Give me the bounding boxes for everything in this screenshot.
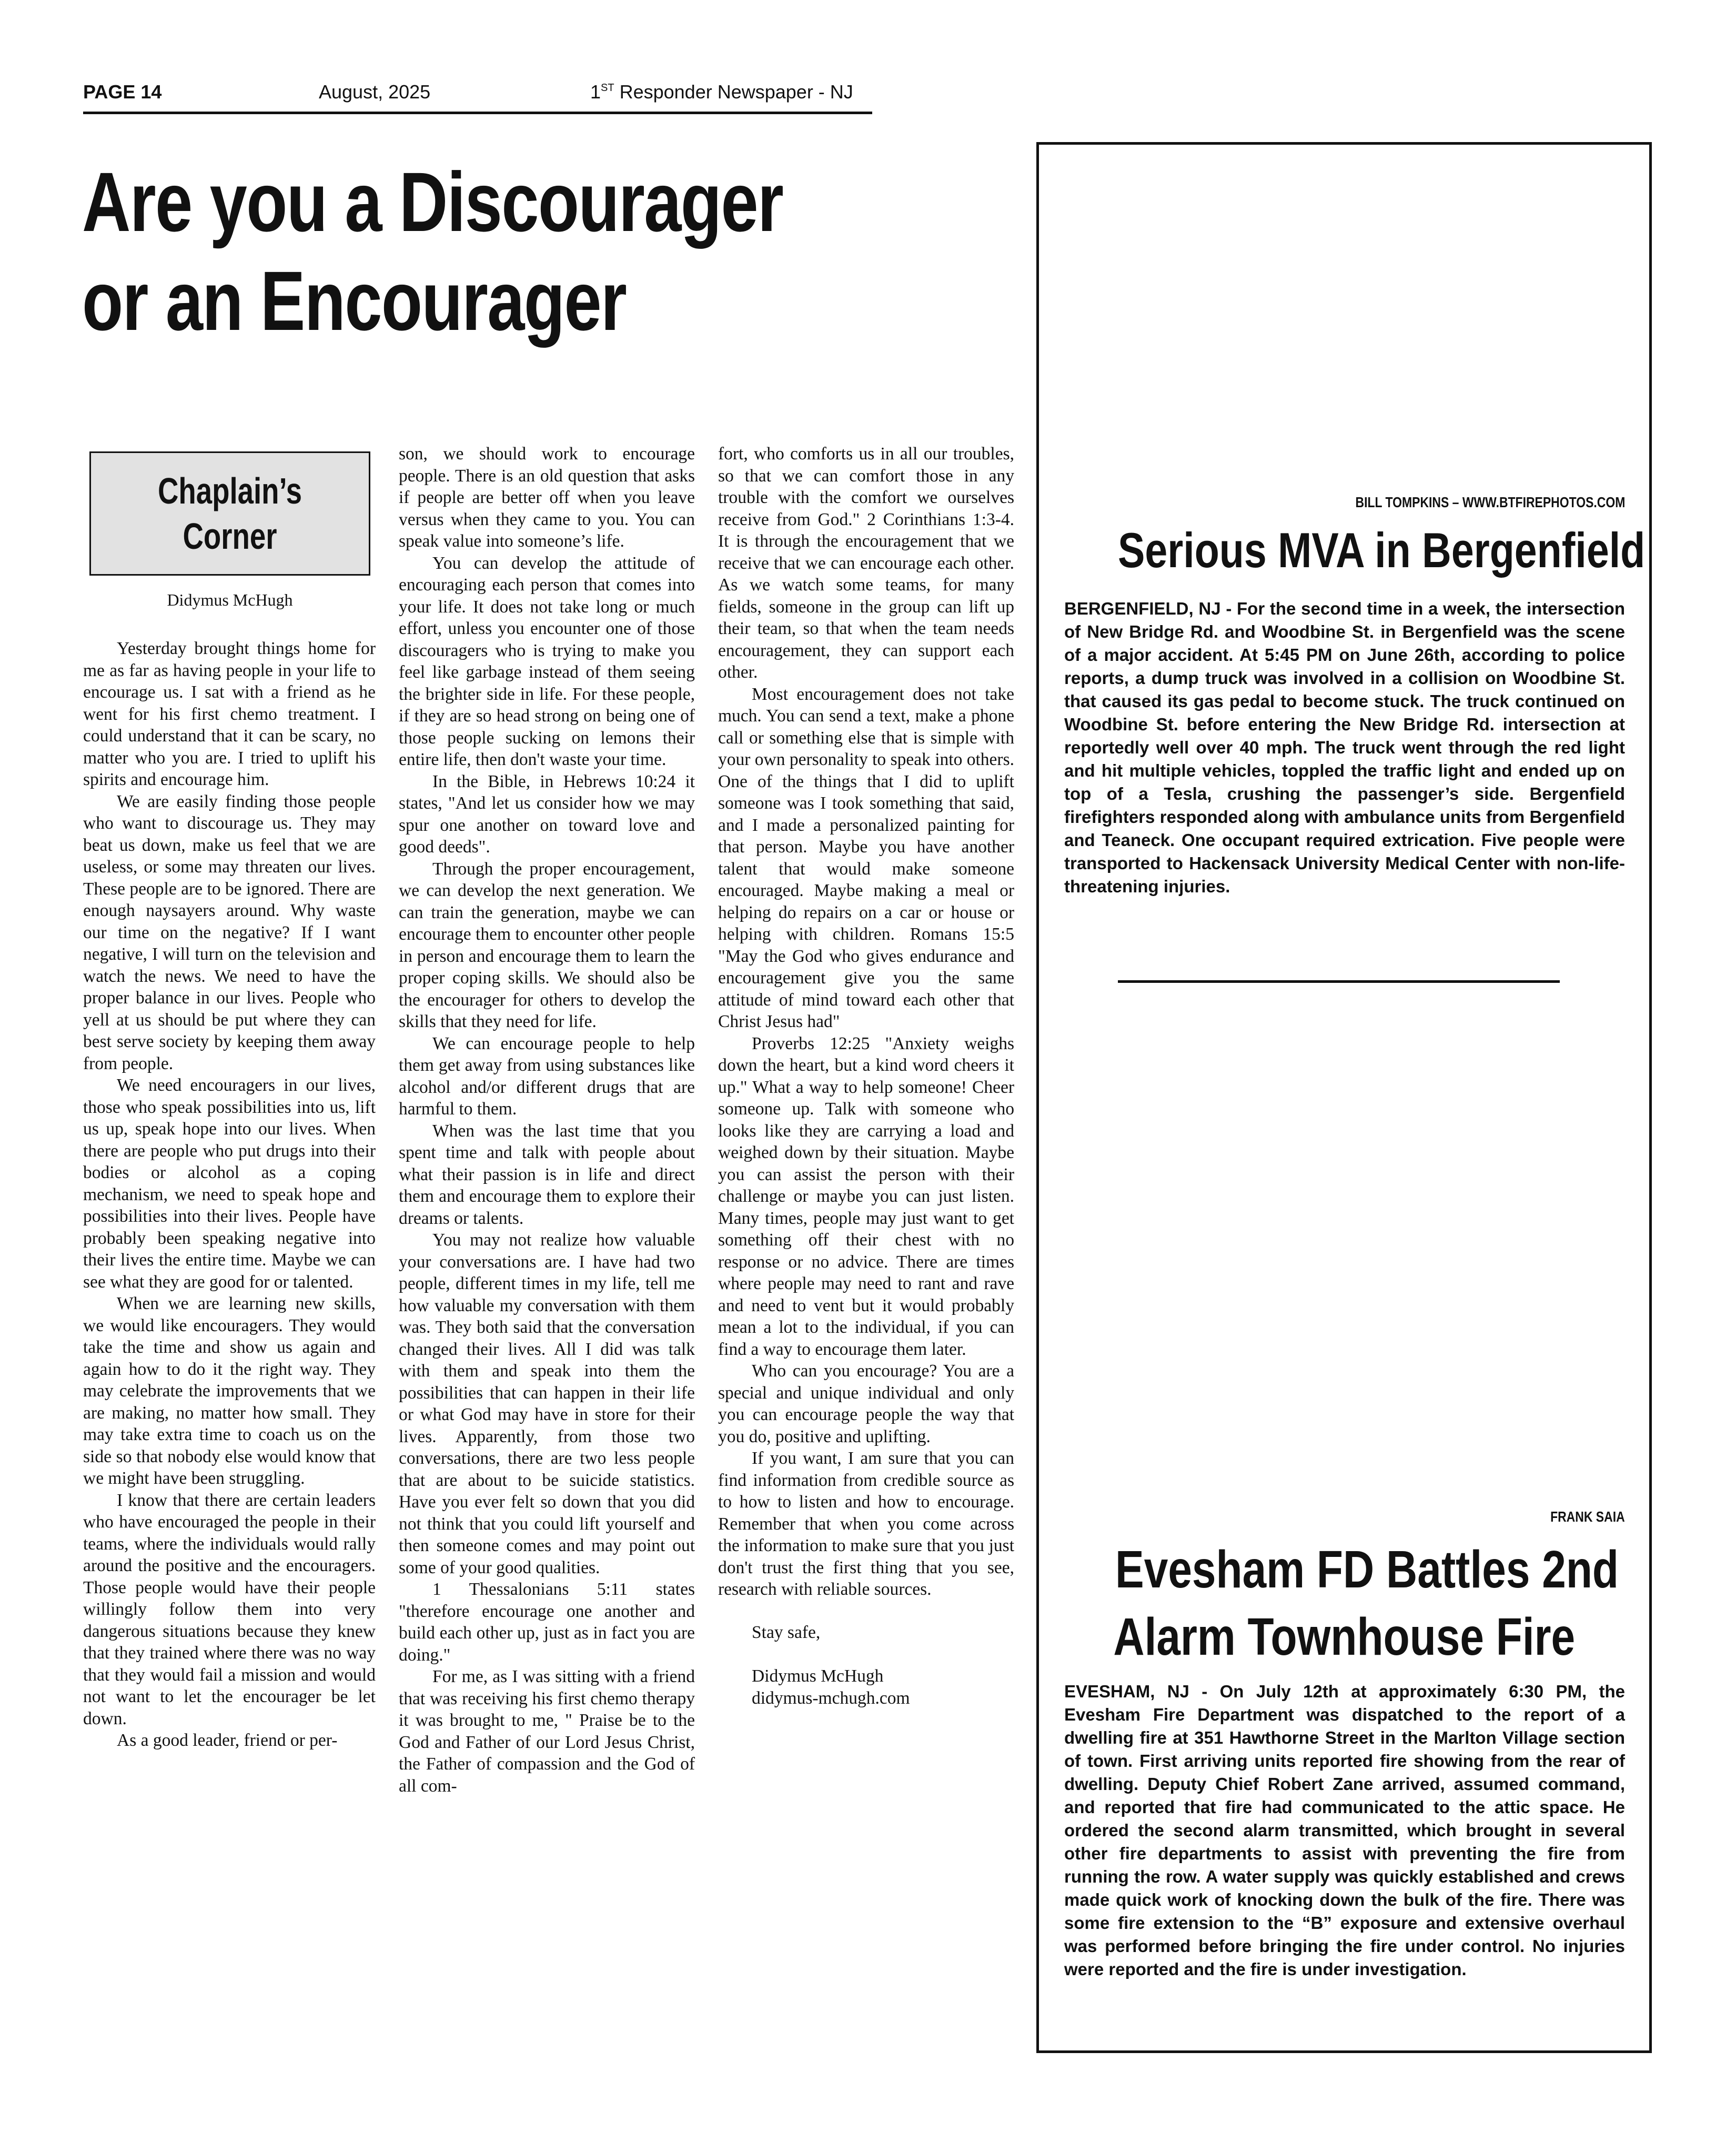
paragraph: fort, who comforts us in all our troubles, so that we can comfort those in any trouble with the comfort we ourselves receive from God." 2 Corinthians 1:3-4. It is through the encouragement that we receive that we can encourage each other. As we watch some teams, for many fields, someone in the group can lift up their team, so that when the team needs encouragement, they can support each other. [718, 444, 1014, 682]
divider [1118, 980, 1560, 983]
story-title-line-1: Evesham FD Battles 2nd [1115, 1540, 1619, 1599]
paragraph: Who can you encourage? You are a special and unique individual and only you can encourage people the way that you do, positive and uplifting. [718, 1361, 1014, 1446]
paragraph: We need encouragers in our lives, those who speak possibilities into us, lift us up, speak hope into our lives. When there are people who put drugs into their bodies or alcohol as a coping mechanism, we need to speak hope and possibilities into their lives. People have probably been speaking negative into their lives the entire time. Maybe we can see what they are good for or talented. [83, 1075, 376, 1292]
paragraph: We are easily finding those people who want to discourage us. They may beat us down, make us feel that we are useless, or some may threaten our lives. These people are to be ignored. There are enough naysayers around. Why waste our time on the negative? If I want negative, I will turn on the television and watch the news. We need to have the proper balance in our lives. People who yell at us should be put where they can best serve society by keeping them away from people. [83, 791, 376, 1073]
paragraph: If you want, I am sure that you can find information from credible source as to how to listen and how to encourage. Remember that when you come across the information to make sure that you just don't trust the first thing that you see, research with reliable sources. [718, 1449, 1014, 1599]
column-name-line-1: Chaplain’s [157, 470, 302, 511]
story-title [1060, 1536, 1628, 1671]
newspaper-name-number: 1 [590, 81, 601, 103]
page-number: PAGE 14 [83, 81, 162, 103]
paragraph: son, we should work to encourage people. There is an old question that asks if people are better off when you leave versus when they came to you. You can speak value into someone’s life. [399, 444, 695, 551]
paragraph: Proverbs 12:25 "Anxiety weighs down the heart, but a kind word cheers it up." What a way to help someone! Cheer someone up. Talk with someone who looks like they are carrying a load and weighed down by their situation. Maybe you can assist the person with their challenge or maybe you can just listen. Many times, people may just want to get something off their chest with no response or no advice. There are times where people may need to rant and rave and need to vent but it would probably mean a lot to the individual, if you can find a way to encourage them later. [718, 1033, 1014, 1359]
paragraph: You can develop the attitude of encouraging each person that comes into your life. It does not take long or much effort, unless you encounter one of those discouragers who is trying to make you feel like garbage instead of them seeing the brighter side in life. For these people, if they are so head strong on being one of those people sucking on lemons their entire life, then don't waste your time. [399, 553, 695, 769]
article-column-3 [718, 443, 1014, 1709]
author-byline: Didymus McHugh [167, 590, 293, 609]
story-title-line-2: Alarm Townhouse Fire [1113, 1607, 1575, 1666]
issue-date: August, 2025 [319, 81, 431, 103]
photo-credit [1152, 494, 1625, 511]
paragraph: Through the proper encouragement, we can develop the next generation. We can train the generation, maybe we can encourage them to encounter other people in person and encourage them to learn the proper coping skills. We should also be the encourager for others to develop the skills that they need for life. [399, 859, 695, 1031]
paragraph: In the Bible, in Hebrews 10:24 it states, "And let us consider how we may spur one another on toward love and good deeds". [399, 771, 695, 857]
newspaper-name-text: Responder Newspaper - NJ [614, 81, 853, 103]
article-signoff [718, 1622, 1014, 1709]
newspaper-name-ordinal: ST [601, 82, 614, 94]
column-name-line-2: Corner [183, 516, 277, 557]
story-body: EVESHAM, NJ - On July 12th at approximately 6:30 PM, the Evesham Fire Department was dispatched to the report of a dwelling fire at 351 Hawthorne Street in the Marlton Village section of town. First arriving units reported fire showing from the rear of dwelling. Deputy Chief Robert Zane arrived, assumed command, and reported that fire had communicated to the attic space. He ordered the second alarm transmitted, which brought in several other fire departments to assist with preventing the fire from running the row. A water supply was quickly established and crews made quick work of knocking down the bulk of the fire. There was some fire extension to the “B” exposure and extensive overhaul was performed before bringing the fire under control. No injuries were reported and the fire is under investigation. [1064, 1682, 1625, 1979]
paragraph: For me, as I was sitting with a friend that was receiving his first chemo therapy it was brought to me, " Praise be to the God and Father of our Lord Jesus Christ, the Father of compassion and the God of all com- [399, 1667, 695, 1796]
article-column-1 [83, 638, 376, 1752]
main-headline [82, 153, 840, 350]
photo-credit-text: FRANK SAIA [1550, 1509, 1625, 1525]
article-column-2 [399, 443, 695, 1797]
signoff-greeting: Stay safe, [752, 1622, 821, 1642]
page-header [83, 79, 872, 114]
paragraph: You may not realize how valuable your conversations are. I have had two people, different times in my life, tell me how valuable my conversation with them was. They both said that the conversation changed their lives. All I did was talk with them and speak into them the possibilities that can happen in their life or what God may have in store for their lives. Apparently, from those two conversations, there are two less people that are about to be suicide statistics. Have you ever felt so down that you did not think that you could lift yourself and then someone comes and may point out some of your good qualities. [399, 1230, 695, 1577]
paragraph: 1 Thessalonians 5:11 states "therefore encourage one another and build each other up, just as in fact you are doing." [399, 1580, 695, 1665]
column-name [122, 468, 338, 559]
photo-credit [1152, 1509, 1625, 1525]
signoff-website: didymus-mchugh.com [752, 1688, 910, 1708]
paragraph: Yesterday brought things home for me as far as having people in your life to encourage us. I sat with a friend as he went for his first chemo treatment. I could understand that it can be scary, no matter who you are. I tried to uplift his spirits and encourage him. [83, 639, 376, 789]
paragraph: We can encourage people to help them get away from using substances like alcohol and/or different drugs that are harmful to them. [399, 1033, 695, 1119]
paragraph: I know that there are certain leaders who have encouraged the people in their teams, where the individuals would rally around the positive and the encouragers. Those people would have their people willingly follow them into very dangerous situations because they knew that they trained where there was no way that they would fail a mission and would not want to let the encourager be let down. [83, 1490, 376, 1728]
column-name-box [89, 451, 370, 576]
paragraph: When we are learning new skills, we would like encouragers. They would take the time and show us again and again how to do it the right way. They may celebrate the improvements that we are making, no matter how small. They may take extra time to coach us on the side so that nobody else would know that we might have been struggling. [83, 1294, 376, 1488]
story-title-text: Serious MVA in Bergenfield [1117, 522, 1646, 578]
headline-line-1: Are you a Discourager [82, 155, 783, 249]
paragraph: When was the last time that you spent time and talk with people about what their passion is in life and direct them and encourage them to explore their dreams or talents. [399, 1121, 695, 1228]
story-title [1060, 521, 1646, 579]
paragraph: As a good leader, friend or per- [117, 1731, 338, 1750]
signoff-name: Didymus McHugh [752, 1666, 884, 1686]
photo-credit-text: BILL TOMPKINS – WWW.BTFIREPHOTOS.COM [1355, 494, 1625, 510]
newspaper-name [590, 81, 853, 103]
paragraph: Most encouragement does not take much. You can send a text, make a phone call or something else that is simple with your own personality to speak into others. One of the things that I did to uplift someone was I took something that said, and I made a personalized painting for that person. Maybe you have another talent that would make someone encouraged. Maybe making a meal or helping do repairs on a car or house or helping with children. Romans 15:5 "May the God who gives endurance and encouragement give you the same attitude of mind toward each other that Christ Jesus had" [718, 684, 1014, 1031]
headline-line-2: or an Encourager [82, 254, 627, 348]
news-sidebar [1036, 142, 1652, 2053]
story-body: BERGENFIELD, NJ - For the second time in a week, the intersection of New Bridge Rd. and Woodbine St. in Bergenfield was the scene of a major accident. At 5:45 PM on June 26th, according to police reports, a dump truck was involved in a collision on Woodbine St. that caused its gas pedal to become stuck. The truck continued on Woodbine St. before entering the New Bridge Rd. intersection at reportedly well over 40 mph. The truck went through the red light and hit multiple vehicles, toppled the traffic light and ended up on top of a Tesla, crushing the passenger’s side. Bergenfield firefighters responded along with ambulance units from Bergenfield and Teaneck. One occupant required extrication. Five people were transported to Hackensack University Medical Center with non-life-threatening injuries. [1064, 599, 1625, 896]
